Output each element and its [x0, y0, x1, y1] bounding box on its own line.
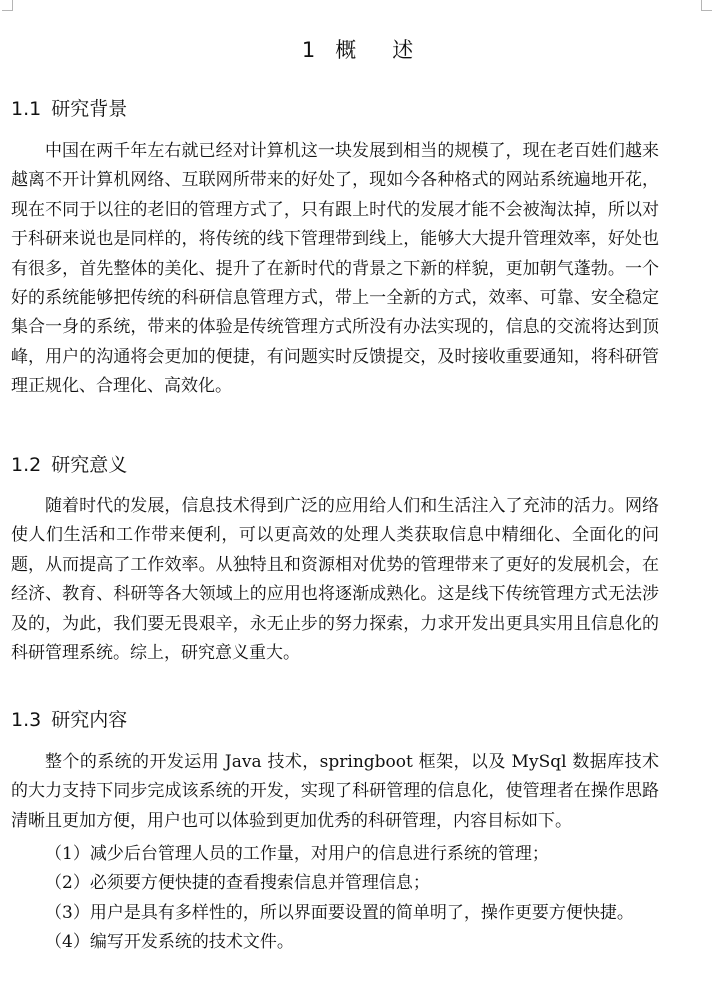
section-title: 研究背景 [51, 98, 128, 120]
list-item: （4）编写开发系统的技术文件。 [45, 931, 294, 952]
list-item: （3）用户是具有多样性的，所以界面要设置的简单明了，操作更要方便快捷。 [45, 902, 634, 923]
chapter-title-char-2: 述 [392, 38, 414, 62]
section-heading-1-1 [11, 94, 127, 121]
chapter-title [0, 34, 715, 64]
list-item: （2）必须要方便快捷的查看搜索信息并管理信息； [45, 873, 430, 894]
crop-mark-top-right [701, 0, 712, 11]
paragraph-research-significance: 随着时代的发展，信息技术得到广泛的应用给人们和生活注入了充沛的活力。网络使人们生活和工作带来便利，可以更高效的处理人类获取信息中精细化、全面化的问题，从而提高了工作效率。从独特且和资源相对优势的管理带来了更好的发展机会，在经济、教育、科研等各大领域上的应用也将逐渐成熟化。这是线下传统管理方式无法涉及的，为此，我们要无畏艰辛，永无止步的努力探索，力求开发出更具实用且信息化的科研管理系统。综上，研究意义重大。 [11, 496, 659, 664]
list-item: （1）减少后台管理人员的工作量，对用户的信息进行系统的管理； [45, 844, 549, 864]
section-number: 1.2 [11, 454, 42, 476]
research-goals-list [45, 840, 665, 957]
section-number: 1.3 [11, 709, 42, 731]
section-number: 1.1 [11, 98, 42, 120]
section-heading-1-2 [11, 450, 127, 477]
chapter-title-char-1: 概 [335, 38, 357, 62]
paragraph-research-content: 整个的系统的开发运用 Java 技术，springboot 框架，以及 MySql 数据库技术的大力支持下同步完成该系统的开发，实现了科研管理的信息化，使管理者在操作思路清晰且更加方便，用户也可以体验到更加优秀的科研管理，内容目标如下。 [11, 752, 659, 831]
paragraph-research-background: 中国在两千年左右就已经对计算机这一块发展到相当的规模了，现在老百姓们越来越离不开计算机网络、互联网所带来的好处了，现如今各种格式的网站系统遍地开花，现在不同于以往的老旧的管理方式了，只有跟上时代的发展才能不会被淘汰掉，所以对于科研来说也是同样的，将传统的线下管理带到线上，能够大大提升管理效率，好处也有很多，首先整体的美化、提升了在新时代的背景之下新的样貌，更加朝气蓬勃。一个好的系统能够把传统的科研信息管理方式，带上一全新的方式，效率、可靠、安全稳定集合一身的系统，带来的体验是传统管理方式所没有办法实现的，信息的交流将达到顶峰，用户的沟通将会更加的便捷，有问题实时反馈提交，及时接收重要通知，将科研管理正规化、合理化、高效化。 [11, 141, 659, 397]
crop-mark-top-left [2, 0, 13, 11]
chapter-number: 1 [301, 38, 316, 62]
section-heading-1-3 [11, 705, 127, 732]
section-title: 研究意义 [51, 454, 128, 476]
section-title: 研究内容 [51, 709, 128, 731]
